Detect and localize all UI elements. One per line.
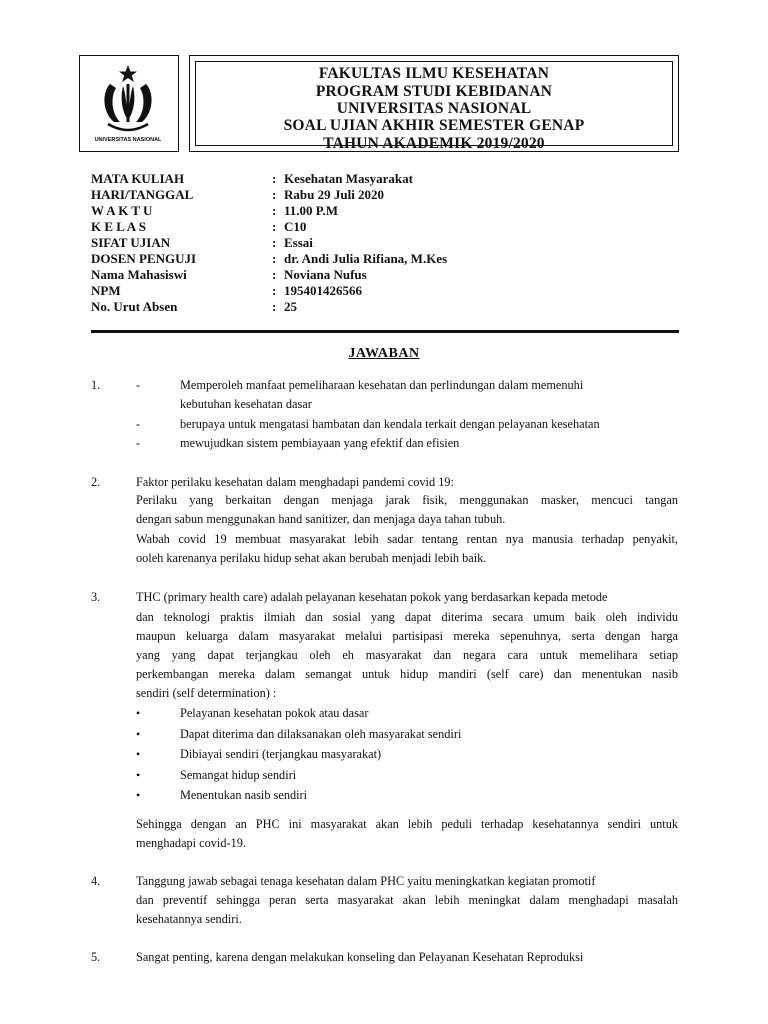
bullet-marker: •	[136, 727, 141, 741]
bullet-text: Pelayanan kesehatan pokok atau dasar	[180, 706, 369, 720]
examiner-value: dr. Andi Julia Rifiana, M.Kes	[284, 251, 448, 266]
answer-text: dan teknologi praktis ilmiah dan sosial yang dapat diterima secara umum baik oleh individu	[136, 610, 678, 624]
time-value: 11.00 P.M	[284, 203, 339, 218]
info-label: HARI/TANGGAL	[91, 187, 194, 202]
info-colon: :	[272, 171, 277, 186]
question-number: 5.	[91, 950, 101, 964]
student-name-value: Noviana Nufus	[284, 267, 367, 282]
info-label: Nama Mahasiswi	[91, 267, 187, 282]
answer-text: ooleh karenanya perilaku hidup sehat akan berubah menjadi lebih baik.	[136, 551, 487, 565]
university-title: UNIVERSITAS NASIONAL	[336, 100, 532, 117]
info-label: NPM	[91, 283, 121, 298]
program-title: PROGRAM STUDI KEBIDANAN	[315, 83, 553, 100]
answer-text: Memperoleh manfaat pemeliharaan kesehatan dan perlindungan dalam memenuhi	[180, 378, 584, 392]
faculty-title: FAKULTAS ILMU KESEHATAN	[318, 65, 550, 82]
separator-rule	[91, 330, 679, 333]
date-value: Rabu 29 Juli 2020	[284, 187, 385, 202]
info-label: DOSEN PENGUJI	[91, 251, 197, 266]
info-colon: :	[272, 299, 277, 314]
question-number: 1.	[91, 378, 101, 392]
answer-text: berupaya untuk mengatasi hambatan dan kendala terkait dengan pelayanan kesehatan	[180, 417, 600, 431]
info-colon: :	[272, 267, 277, 282]
info-label: K E L A S	[91, 219, 146, 234]
course-value: Kesehatan Masyarakat	[284, 171, 413, 186]
question-number: 2.	[91, 475, 101, 489]
answer-text: THC (primary health care) adalah pelayanan kesehatan pokok yang berdasarkan kepada metode	[136, 590, 608, 604]
answer-text: dengan sabun menggunakan hand sanitizer, dan menjaga daya tahan tubuh.	[136, 512, 506, 526]
info-colon: :	[272, 219, 277, 234]
dash-marker: -	[136, 378, 141, 392]
answer-text: maupun keluarga dalam masyarakat melalui partisipasi mereka sepenuhnya, serta dengan harga	[136, 629, 678, 643]
answer-text: Perilaku yang berkaitan dengan menjaga jarak fisik, menggunakan masker, mencuci tangan	[136, 493, 678, 507]
university-logo	[80, 56, 177, 150]
answer-text: kebutuhan kesehatan dasar	[180, 397, 312, 411]
answer-text: yang yang dapat terjangkau oleh eh masyarakat dan negara cara untuk memelihara setiap	[136, 648, 678, 662]
bullet-marker: •	[136, 788, 141, 802]
class-value: C10	[284, 219, 307, 234]
answer-text: Tanggung jawab sebagai tenaga kesehatan dalam PHC yaitu meningkatkan kegiatan promotif	[136, 874, 596, 888]
answer-text: sendiri (self determination) :	[136, 686, 277, 700]
bullet-text: Dibiayai sendiri (terjangkau masyarakat)	[180, 747, 382, 761]
npm-value: 195401426566	[284, 283, 362, 298]
answer-text: Sangat penting, karena dengan melakukan konseling dan Pelayanan Kesehatan Reproduksi	[136, 950, 584, 964]
bullet-text: Menentukan nasib sendiri	[180, 788, 308, 802]
question-number: 4.	[91, 874, 101, 888]
answer-heading: JAWABAN	[348, 346, 420, 361]
info-label: W A K T U	[91, 203, 153, 218]
bullet-text: Semangat hidup sendiri	[180, 768, 297, 782]
info-label: MATA KULIAH	[91, 171, 185, 186]
exam-title: SOAL UJIAN AKHIR SEMESTER GENAP	[283, 117, 585, 134]
bullet-marker: •	[136, 768, 141, 782]
info-colon: :	[272, 187, 277, 202]
bullet-marker: •	[136, 706, 141, 720]
answer-text: mewujudkan sistem pembiayaan yang efektif dan efisien	[180, 436, 460, 450]
info-colon: :	[272, 251, 277, 266]
exam-type-value: Essai	[284, 235, 313, 250]
answer-text: Wabah covid 19 membuat masyarakat lebih sadar tentang rentan nya manusia terhadap penyakit,	[136, 532, 678, 546]
answer-text: dan preventif sehingga peran serta masyarakat akan lebih meningkat dalam menghadapi masalah	[136, 893, 678, 907]
answer-text: Faktor perilaku kesehatan dalam menghadapi pandemi covid 19:	[136, 475, 454, 489]
attendance-number-value: 25	[284, 299, 297, 314]
answer-text: perkembangan mereka dalam semangat untuk hidup mandiri (self care) dan menentukan nasib	[136, 667, 678, 681]
answer-text: menghadapi covid-19.	[136, 836, 246, 850]
dash-marker: -	[136, 417, 141, 431]
answer-text: Sehingga dengan an PHC ini masyarakat akan lebih peduli terhadap kesehatannya sendiri untuk	[136, 817, 678, 831]
question-number: 3.	[91, 590, 101, 604]
dash-marker: -	[136, 436, 141, 450]
bullet-marker: •	[136, 747, 141, 761]
info-colon: :	[272, 283, 277, 298]
university-logo-frame	[79, 55, 179, 152]
bullet-text: Dapat diterima dan dilaksanakan oleh masyarakat sendiri	[180, 727, 462, 741]
logo-text: UNIVERSITAS NASIONAL	[94, 137, 162, 143]
info-colon: :	[272, 203, 277, 218]
answer-text: kesehatannya sendiri.	[136, 912, 242, 926]
academic-year-title: TAHUN AKADEMIK 2019/2020	[323, 135, 545, 152]
info-label: No. Urut Absen	[91, 299, 178, 314]
info-label: SIFAT UJIAN	[91, 235, 171, 250]
info-colon: :	[272, 235, 277, 250]
